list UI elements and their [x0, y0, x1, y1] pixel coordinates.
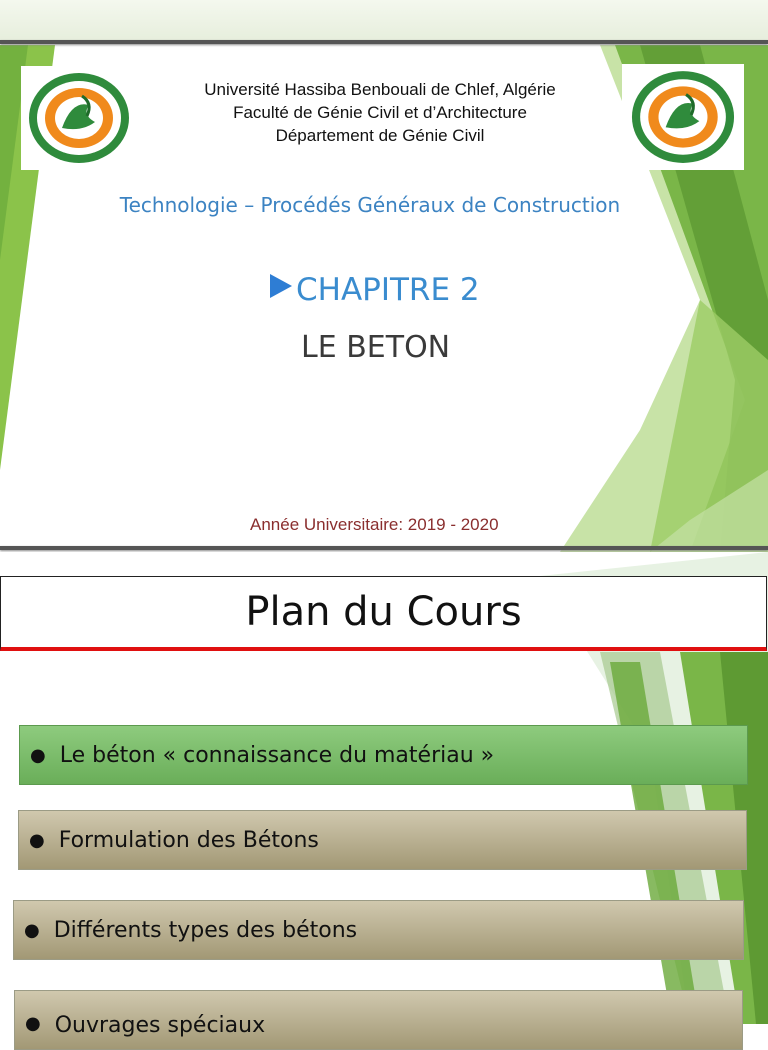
outline-slide: [0, 552, 768, 1038]
outline-item[interactable]: [18, 810, 747, 870]
bullet-icon: ●: [30, 744, 46, 766]
university-header: [120, 78, 640, 147]
outline-item-label: Formulation des Bétons: [58, 827, 319, 853]
university-logo: [622, 64, 744, 170]
university-name: Université Hassiba Benbouali de Chlef, Algérie: [204, 80, 556, 99]
outline-title: Plan du Cours: [245, 589, 522, 635]
course-title: Technologie – Procédés Généraux de Construction: [119, 193, 621, 217]
chapter-subtitle: LE BETON: [301, 330, 451, 365]
outline-item[interactable]: [13, 900, 744, 960]
outline-item-label: Ouvrages spéciaux: [54, 1013, 266, 1038]
chapter-label: CHAPITRE 2: [296, 272, 480, 308]
chapter-heading: [270, 272, 480, 308]
faculty-name: Faculté de Génie Civil et d’Architecture: [233, 103, 527, 122]
outline-item[interactable]: [14, 990, 743, 1050]
academic-year: Année Universitaire: 2019 - 2020: [250, 515, 499, 534]
bottom-rule: [0, 546, 768, 550]
outline-title-box: [0, 576, 767, 651]
outline-item-label: Le béton « connaissance du matériau »: [59, 742, 495, 768]
bullet-icon: ●: [25, 1013, 41, 1034]
outline-item[interactable]: [19, 725, 748, 785]
play-triangle-icon: [270, 274, 292, 298]
bullet-icon: ●: [24, 919, 40, 941]
outline-item-label: Différents types des bétons: [53, 917, 358, 943]
department-name: Département de Génie Civil: [275, 126, 485, 145]
top-rule: [0, 40, 768, 44]
bullet-icon: ●: [29, 829, 45, 851]
